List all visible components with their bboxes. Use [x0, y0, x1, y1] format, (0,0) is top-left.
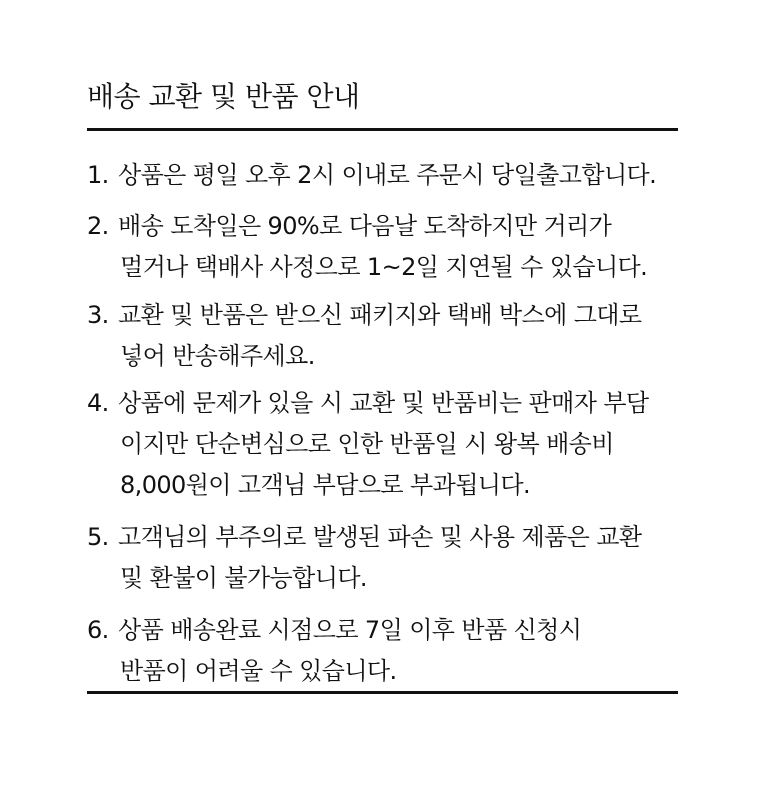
item-number: 4.: [87, 389, 109, 417]
item-text-line: 및 환불이 불가능합니다.: [120, 564, 367, 592]
notice-item-4: [87, 383, 687, 506]
item-text-line: 상품은 평일 오후 2시 이내로 주문시 당일출고합니다.: [118, 161, 657, 189]
item-text-line: 상품에 문제가 있을 시 교환 및 반품비는 판매자 부담: [118, 389, 649, 417]
item-text-line: 교환 및 반품은 받으신 패키지와 택배 박스에 그대로: [118, 301, 642, 329]
notice-title: 배송 교환 및 반품 안내: [87, 80, 360, 113]
item-number: 2.: [87, 212, 109, 240]
bottom-divider: [87, 691, 678, 694]
item-text-line: 이지만 단순변심으로 인한 반품일 시 왕복 배송비: [120, 430, 614, 458]
item-text-line: 배송 도착일은 90%로 다음날 도착하지만 거리가: [118, 212, 612, 240]
notice-item-3: [87, 295, 687, 377]
item-text-line: 반품이 어려울 수 있습니다.: [120, 657, 397, 685]
item-text-line: 고객님의 부주의로 발생된 파손 및 사용 제품은 교환: [118, 523, 642, 551]
item-number: 3.: [87, 301, 109, 329]
notice-item-2: [87, 206, 687, 288]
notice-item-6: [87, 610, 687, 692]
item-text-line: 멀거나 택배사 사정으로 1~2일 지연될 수 있습니다.: [120, 253, 648, 281]
item-text-line: 상품 배송완료 시점으로 7일 이후 반품 신청시: [118, 616, 582, 644]
top-divider: [87, 128, 678, 131]
item-number: 5.: [87, 523, 109, 551]
notice-item-1: [87, 155, 687, 196]
item-text-line: 넣어 반송해주세요.: [120, 342, 315, 370]
notice-item-5: [87, 517, 687, 599]
item-number: 1.: [87, 161, 109, 189]
item-text-line: 8,000원이 고객님 부담으로 부과됩니다.: [120, 471, 530, 499]
item-number: 6.: [87, 616, 109, 644]
